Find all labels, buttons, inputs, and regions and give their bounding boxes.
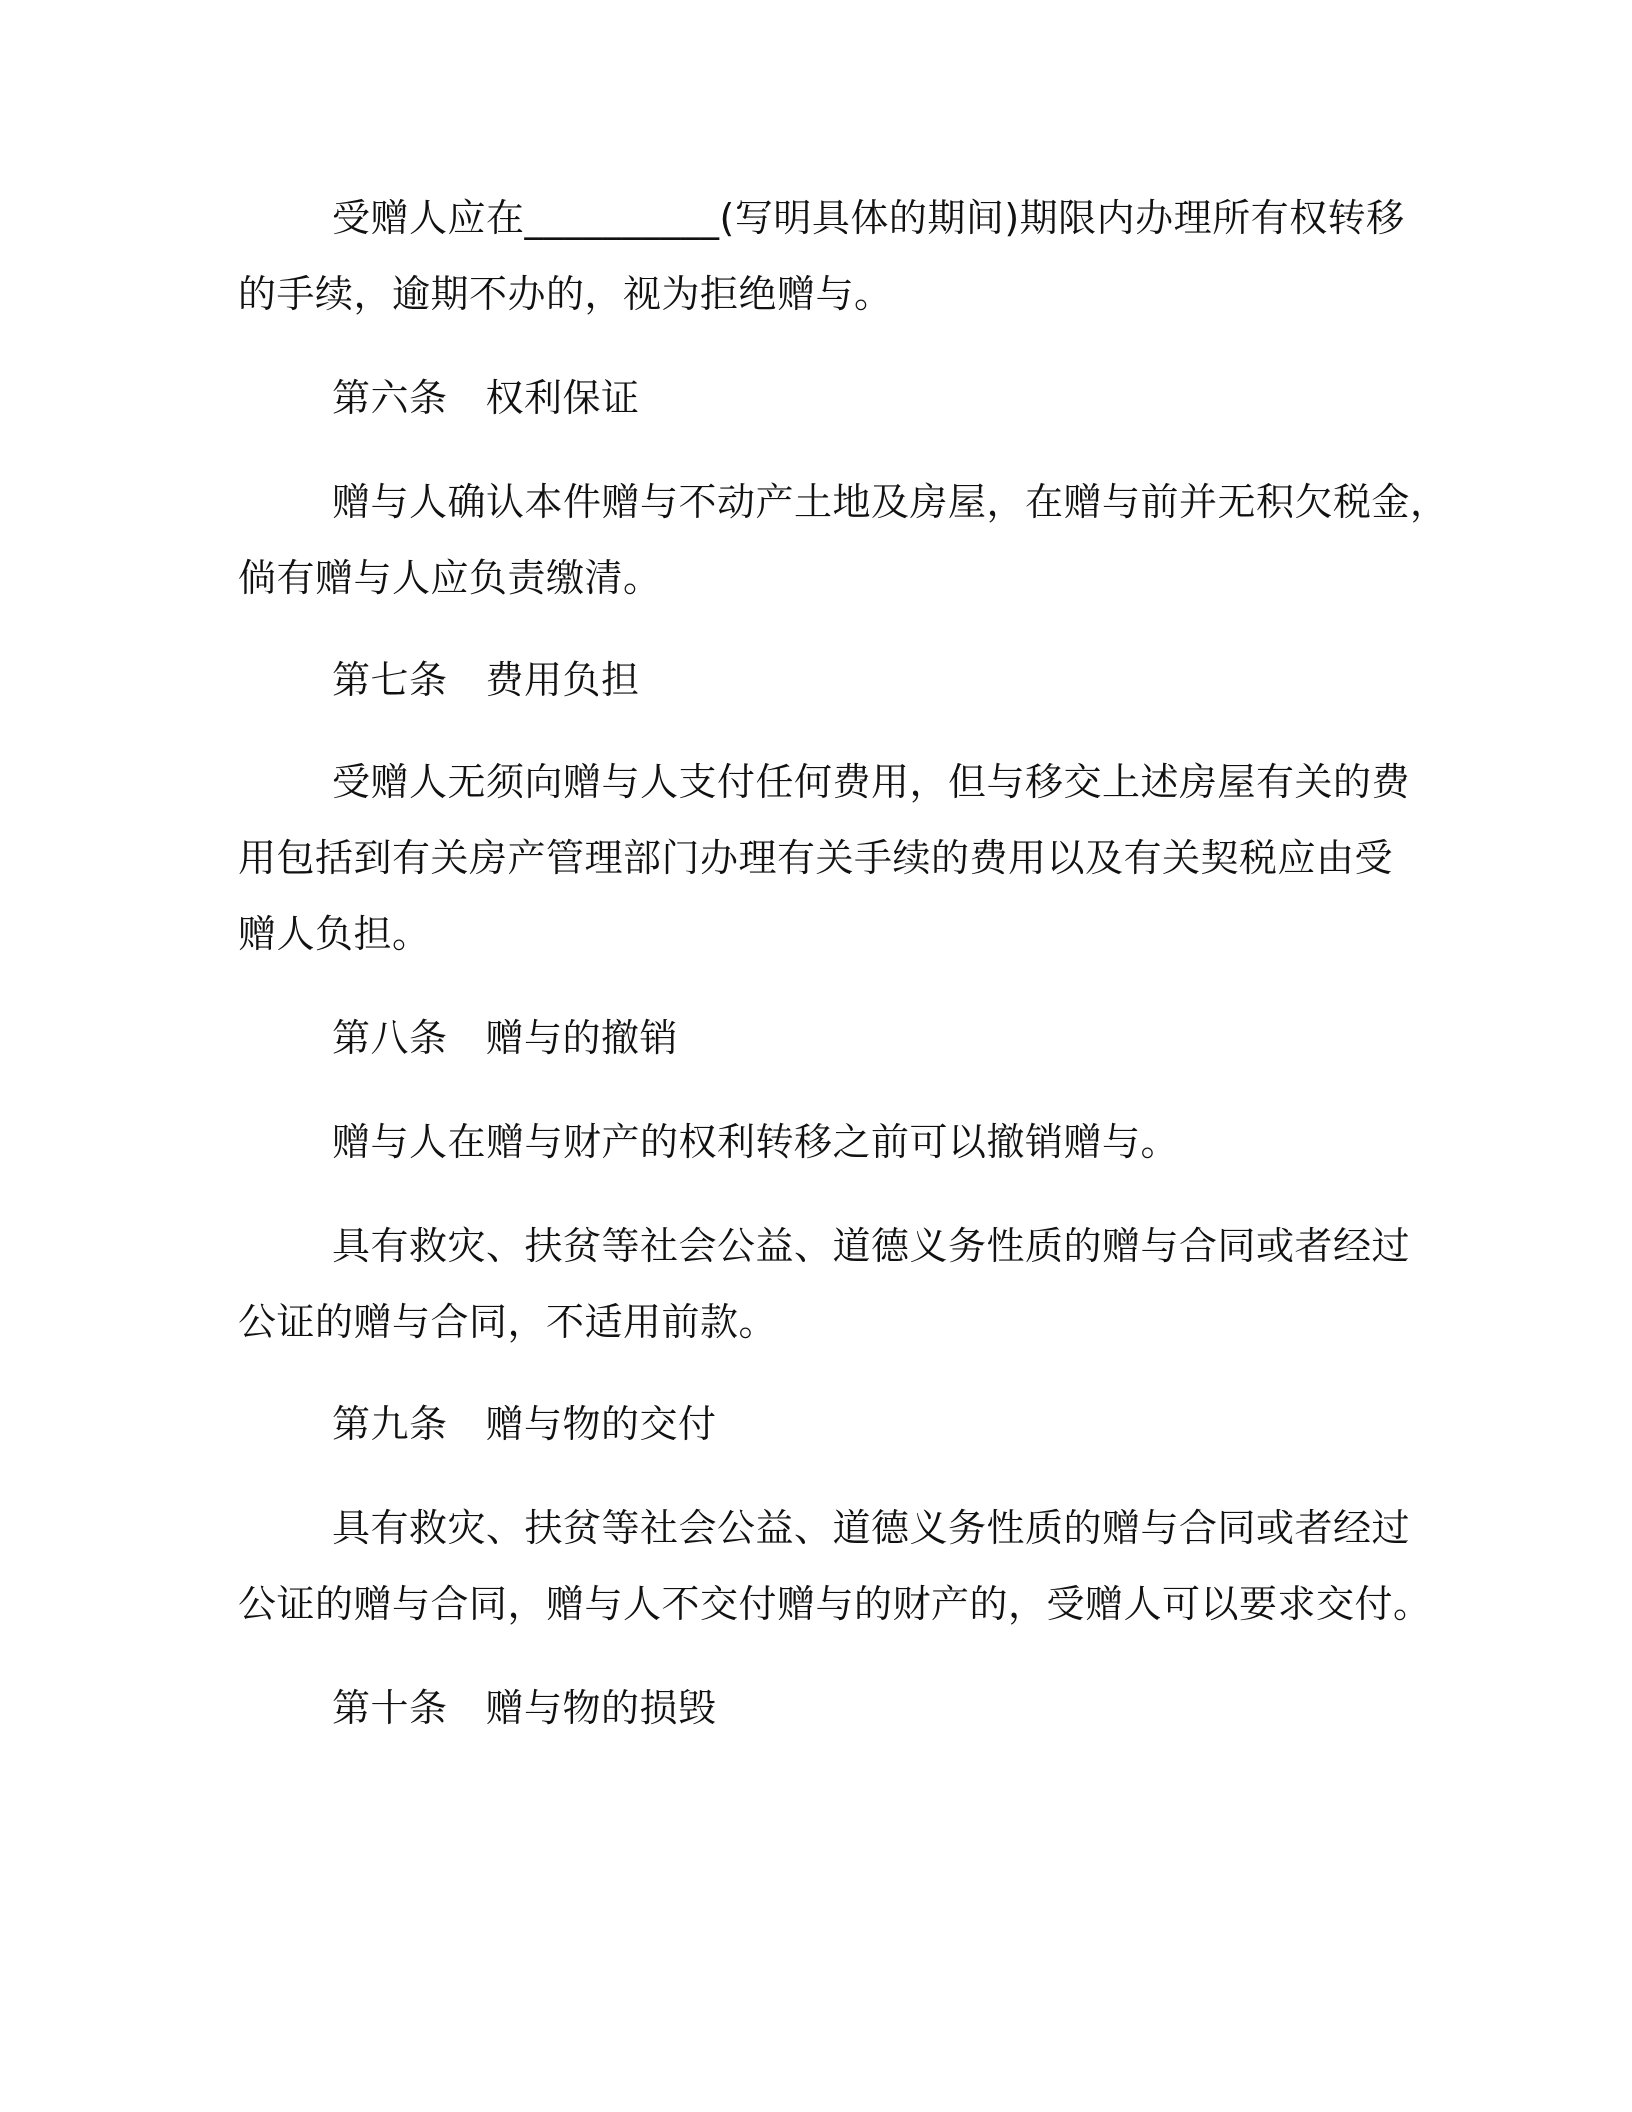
- paragraph-line: 倘有赠与人应负责缴清。: [238, 556, 662, 600]
- article-number: 第八条: [332, 1016, 448, 1060]
- article-heading-8: [332, 1014, 678, 1062]
- paragraph-line: 赠与人确认本件赠与不动产土地及房屋，在赠与前并无积欠税金，: [332, 480, 1449, 524]
- paragraph-line: 用包括到有关房产管理部门办理有关手续的费用以及有关契税应由受: [238, 836, 1394, 880]
- paragraph-line: 赠人负担。: [238, 912, 431, 956]
- paragraph-line: 具有救灾、扶贫等社会公益、道德义务性质的赠与合同或者经过: [332, 1224, 1411, 1268]
- article-number: 第七条: [332, 658, 448, 702]
- article-number: 第六条: [332, 376, 448, 420]
- paragraph-line: 赠与人在赠与财产的权利转移之前可以撤销赠与。: [332, 1120, 1180, 1164]
- article-heading-6: [332, 374, 640, 422]
- article-heading-10: [332, 1684, 717, 1732]
- paragraph-line: 受赠人无须向赠与人支付任何费用，但与移交上述房屋有关的费: [332, 760, 1411, 804]
- paragraph-line: 受赠人应在__________(写明具体的期间)期限内办理所有权转移: [332, 196, 1405, 240]
- paragraph-line: 公证的赠与合同，不适用前款。: [238, 1300, 778, 1344]
- article-title: 赠与的撤销: [485, 1016, 679, 1060]
- article-heading-7: [332, 656, 640, 704]
- paragraph-line: 具有救灾、扶贫等社会公益、道德义务性质的赠与合同或者经过: [332, 1506, 1411, 1550]
- article-number: 第九条: [332, 1402, 448, 1446]
- paragraph-line: 公证的赠与合同，赠与人不交付赠与的财产的，受赠人可以要求交付。: [238, 1582, 1432, 1626]
- paragraph-line: 的手续，逾期不办的，视为拒绝赠与。: [238, 272, 893, 316]
- article-title: 权利保证: [485, 376, 640, 420]
- article-title: 赠与物的交付: [485, 1402, 717, 1446]
- article-heading-9: [332, 1400, 717, 1448]
- article-title: 费用负担: [485, 658, 640, 702]
- article-title: 赠与物的损毁: [485, 1686, 717, 1730]
- article-number: 第十条: [332, 1686, 448, 1730]
